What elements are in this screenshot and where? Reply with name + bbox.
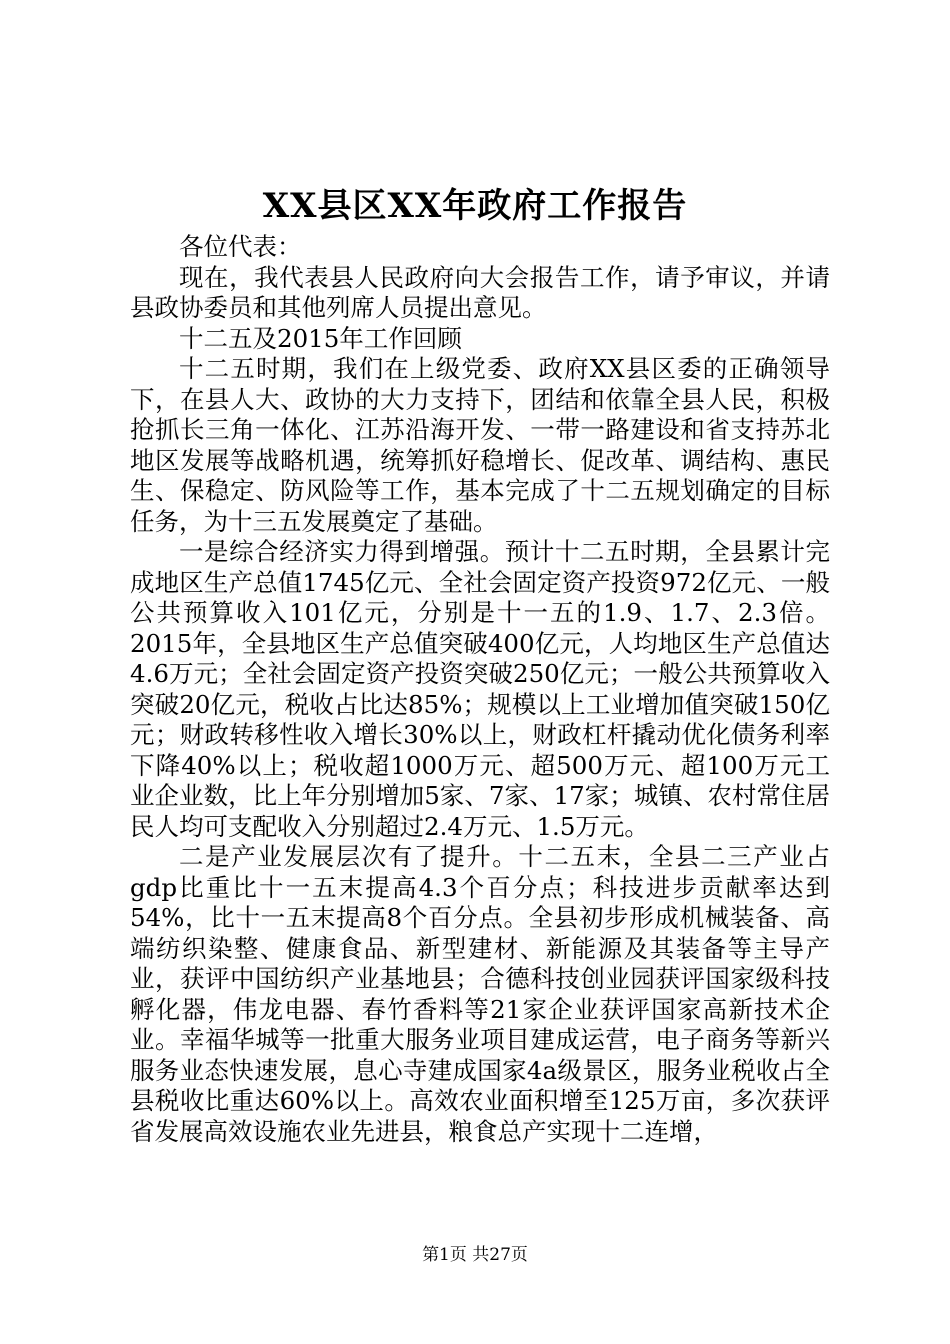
paragraph-review: 十二五时期，我们在上级党委、政府XX县区委的正确领导下，在县人大、政协的大力支持下，团结和依靠全县人民，积极抢抓长三角一体化、江苏沿海开发、一带一路建设和省支持苏北地区发展等战略机遇，统筹抓好稳增长、促改革、调结构、惠民生、保稳定、防风险等工作，基本完成了十二五规划确定的目标任务，为十三五发展奠定了基础。 — [130, 354, 830, 536]
paragraph-economy: 一是综合经济实力得到增强。预计十二五时期，全县累计完成地区生产总值1745亿元、全社会固定资产投资972亿元、一般公共预算收入101亿元，分别是十一五的1.9、1.7、2.3倍。2015年，全县地区生产总值突破400亿元，人均地区生产总值达4.6万元；全社会固定资产投资突破250亿元；一般公共预算收入突破20亿元，税收占比达85%；规模以上工业增加值突破150亿元；财政转移性收入增长30%以上，财政杠杆撬动优化债务利率下降40%以上；税收超1000万元、超500万元、超100万元工业企业数，比上年分别增加5家、7家、17家；城镇、农村常住居民人均可支配收入分别超过2.4万元、1.5万元。 — [130, 537, 830, 841]
paragraph-industry: 二是产业发展层次有了提升。十二五末，全县二三产业占gdp比重比十一五末提高4.3个百分点；科技进步贡献率达到54%，比十一五末提高8个百分点。全县初步形成机械装备、高端纺织染整、健康食品、新型建材、新能源及其装备等主导产业，获评中国纺织产业基地县；合德科技创业园获评国家级科技孵化器，伟龙电器、春竹香料等21家企业获评国家高新技术企业。幸福华城等一批重大服务业项目建成运营，电子商务等新兴服务业态快速发展，息心寺建成国家4a级景区，服务业税收占全县税收比重达60%以上。高效农业面积增至125万亩，多次获评省发展高效设施农业先进县，粮食总产实现十二连增， — [130, 842, 830, 1146]
paragraph-salutation: 各位代表： — [179, 232, 302, 261]
section-heading: 十二五及2015年工作回顾 — [179, 323, 462, 353]
document-title: XX县区XX年政府工作报告 — [262, 186, 688, 226]
paragraph-opening: 现在，我代表县人民政府向大会报告工作，请予审议，并请县政协委员和其他列席人员提出意见。 — [130, 262, 830, 322]
document-body — [130, 232, 830, 1147]
page-number-footer: 第1页 共27页 — [422, 1245, 528, 1265]
